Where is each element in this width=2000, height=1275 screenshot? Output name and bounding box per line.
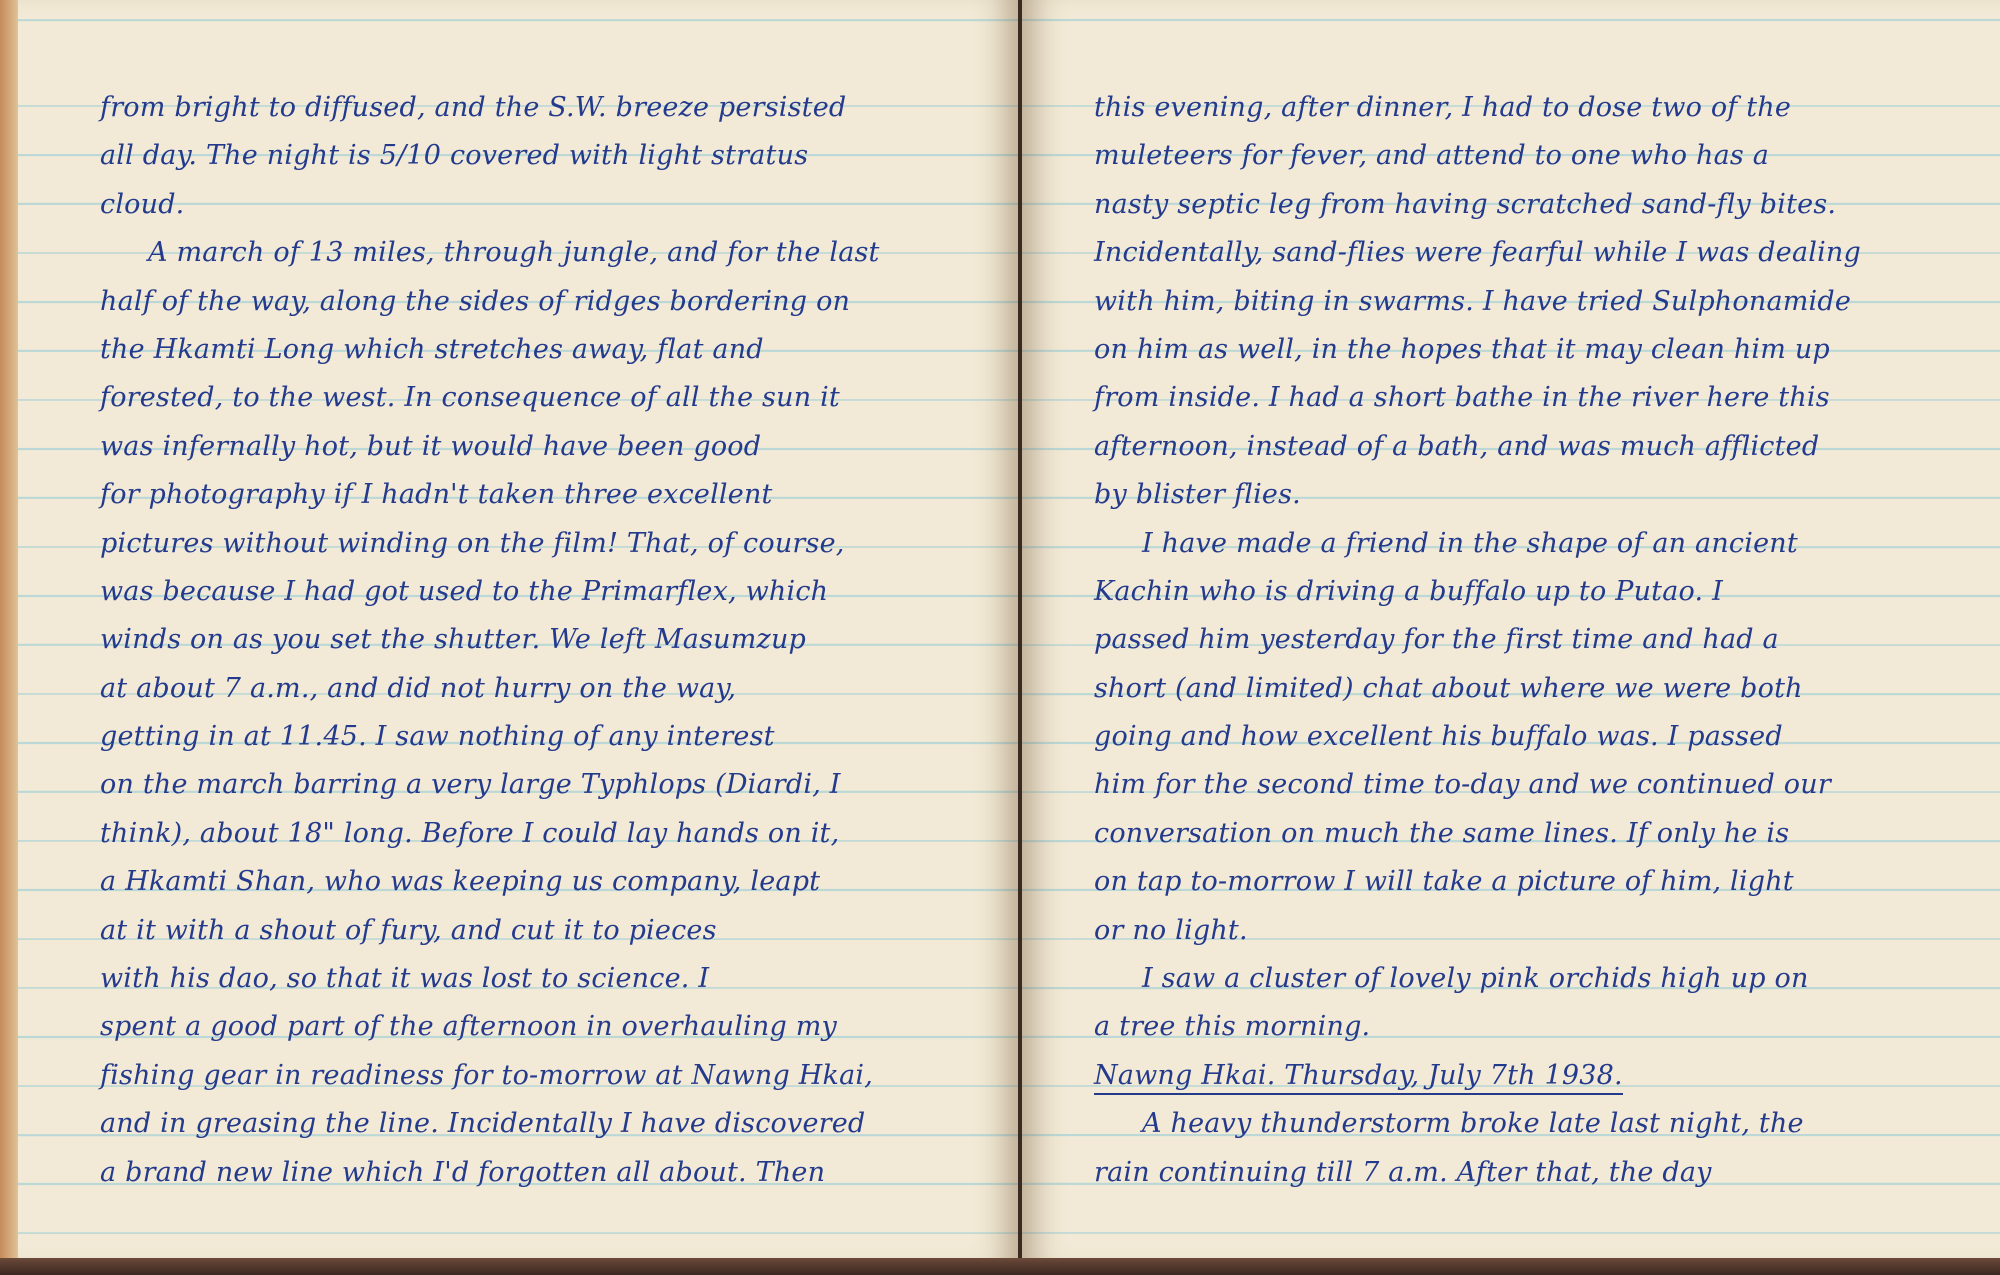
text-line: Kachin who is driving a buffalo up to Putao. I	[1094, 575, 1723, 607]
left-page-text	[100, 84, 1010, 1197]
text-line: for photography if I hadn't taken three excellent	[100, 479, 773, 511]
text-line: afternoon, instead of a bath, and was much afflicted	[1094, 430, 1820, 462]
text-line: muleteers for fever, and attend to one who has a	[1094, 140, 1770, 172]
text-line: a Hkamti Shan, who was keeping us company, leapt	[100, 866, 821, 898]
text-line: with his dao, so that it was lost to science. I	[100, 963, 710, 995]
text-line: with him, biting in swarms. I have tried Sulphonamide	[1094, 285, 1852, 317]
text-line: getting in at 11.45. I saw nothing of any interest	[100, 721, 775, 753]
text-line: half of the way, along the sides of ridges bordering on	[100, 285, 851, 317]
text-line: was infernally hot, but it would have been good	[100, 430, 762, 462]
text-line: forested, to the west. In consequence of all the sun it	[100, 382, 840, 414]
text-line: Incidentally, sand-flies were fearful while I was dealing	[1094, 237, 1862, 269]
text-line: all day. The night is 5/10 covered with light stratus	[100, 140, 809, 172]
text-line: I saw a cluster of lovely pink orchids high up on	[1142, 963, 1809, 995]
text-line: spent a good part of the afternoon in overhauling my	[100, 1011, 837, 1043]
text-line: from bright to diffused, and the S.W. breeze persisted	[100, 92, 847, 123]
text-line: at it with a shout of fury, and cut it to pieces	[100, 914, 717, 946]
text-line: from inside. I had a short bathe in the river here this	[1094, 382, 1830, 414]
left-page	[18, 0, 1018, 1262]
text-line: and in greasing the line. Incidentally I have discovered	[100, 1108, 866, 1140]
text-line: think), about 18" long. Before I could lay hands on it,	[100, 817, 840, 849]
text-line: on him as well, in the hopes that it may clean him up	[1094, 333, 1830, 365]
text-line: nasty septic leg from having scratched sand-fly bites.	[1094, 188, 1837, 220]
text-line: I have made a friend in the shape of an ancient	[1142, 527, 1798, 559]
text-line: him for the second time to-day and we continued our	[1094, 769, 1831, 801]
text-line: winds on as you set the shutter. We left Masumzup	[100, 624, 807, 656]
text-line: passed him yesterday for the first time and had a	[1094, 624, 1779, 656]
text-line: on tap to-morrow I will take a picture of him, light	[1094, 866, 1794, 898]
text-line: or no light.	[1094, 914, 1248, 946]
text-line: fishing gear in readiness for to-morrow at Nawng Hkai,	[100, 1059, 874, 1091]
text-line: a brand new line which I'd forgotten all about. Then	[100, 1156, 826, 1188]
text-line: A heavy thunderstorm broke late last night, the	[1142, 1108, 1804, 1140]
text-line: the Hkamti Long which stretches away, flat and	[100, 333, 764, 365]
text-line: pictures without winding on the film! That, of course,	[100, 527, 845, 559]
text-line: by blister flies.	[1094, 479, 1301, 511]
text-line: conversation on much the same lines. If only he is	[1094, 817, 1790, 849]
right-page-text	[1094, 84, 1994, 1197]
text-line: A march of 13 miles, through jungle, and for the last	[148, 237, 880, 269]
text-line: cloud.	[100, 188, 185, 220]
text-line: rain continuing till 7 a.m. After that, the day	[1094, 1156, 1712, 1188]
text-line: at about 7 a.m., and did not hurry on the way,	[100, 672, 737, 704]
text-line: on the march barring a very large Typhlops (Diardi, I	[100, 769, 841, 801]
entry-heading-text: Nawng Hkai. Thursday, July 7th 1938.	[1094, 1060, 1623, 1095]
right-page	[1022, 0, 2000, 1262]
entry-heading	[1094, 1052, 1994, 1100]
text-line: short (and limited) chat about where we were both	[1094, 672, 1803, 704]
text-line: was because I had got used to the Primarflex, which	[100, 575, 829, 607]
text-line: going and how excellent his buffalo was. I passed	[1094, 721, 1783, 753]
text-line: this evening, after dinner, I had to dose two of the	[1094, 92, 1792, 123]
table-surface	[0, 1258, 2000, 1275]
text-line: a tree this morning.	[1094, 1011, 1371, 1043]
